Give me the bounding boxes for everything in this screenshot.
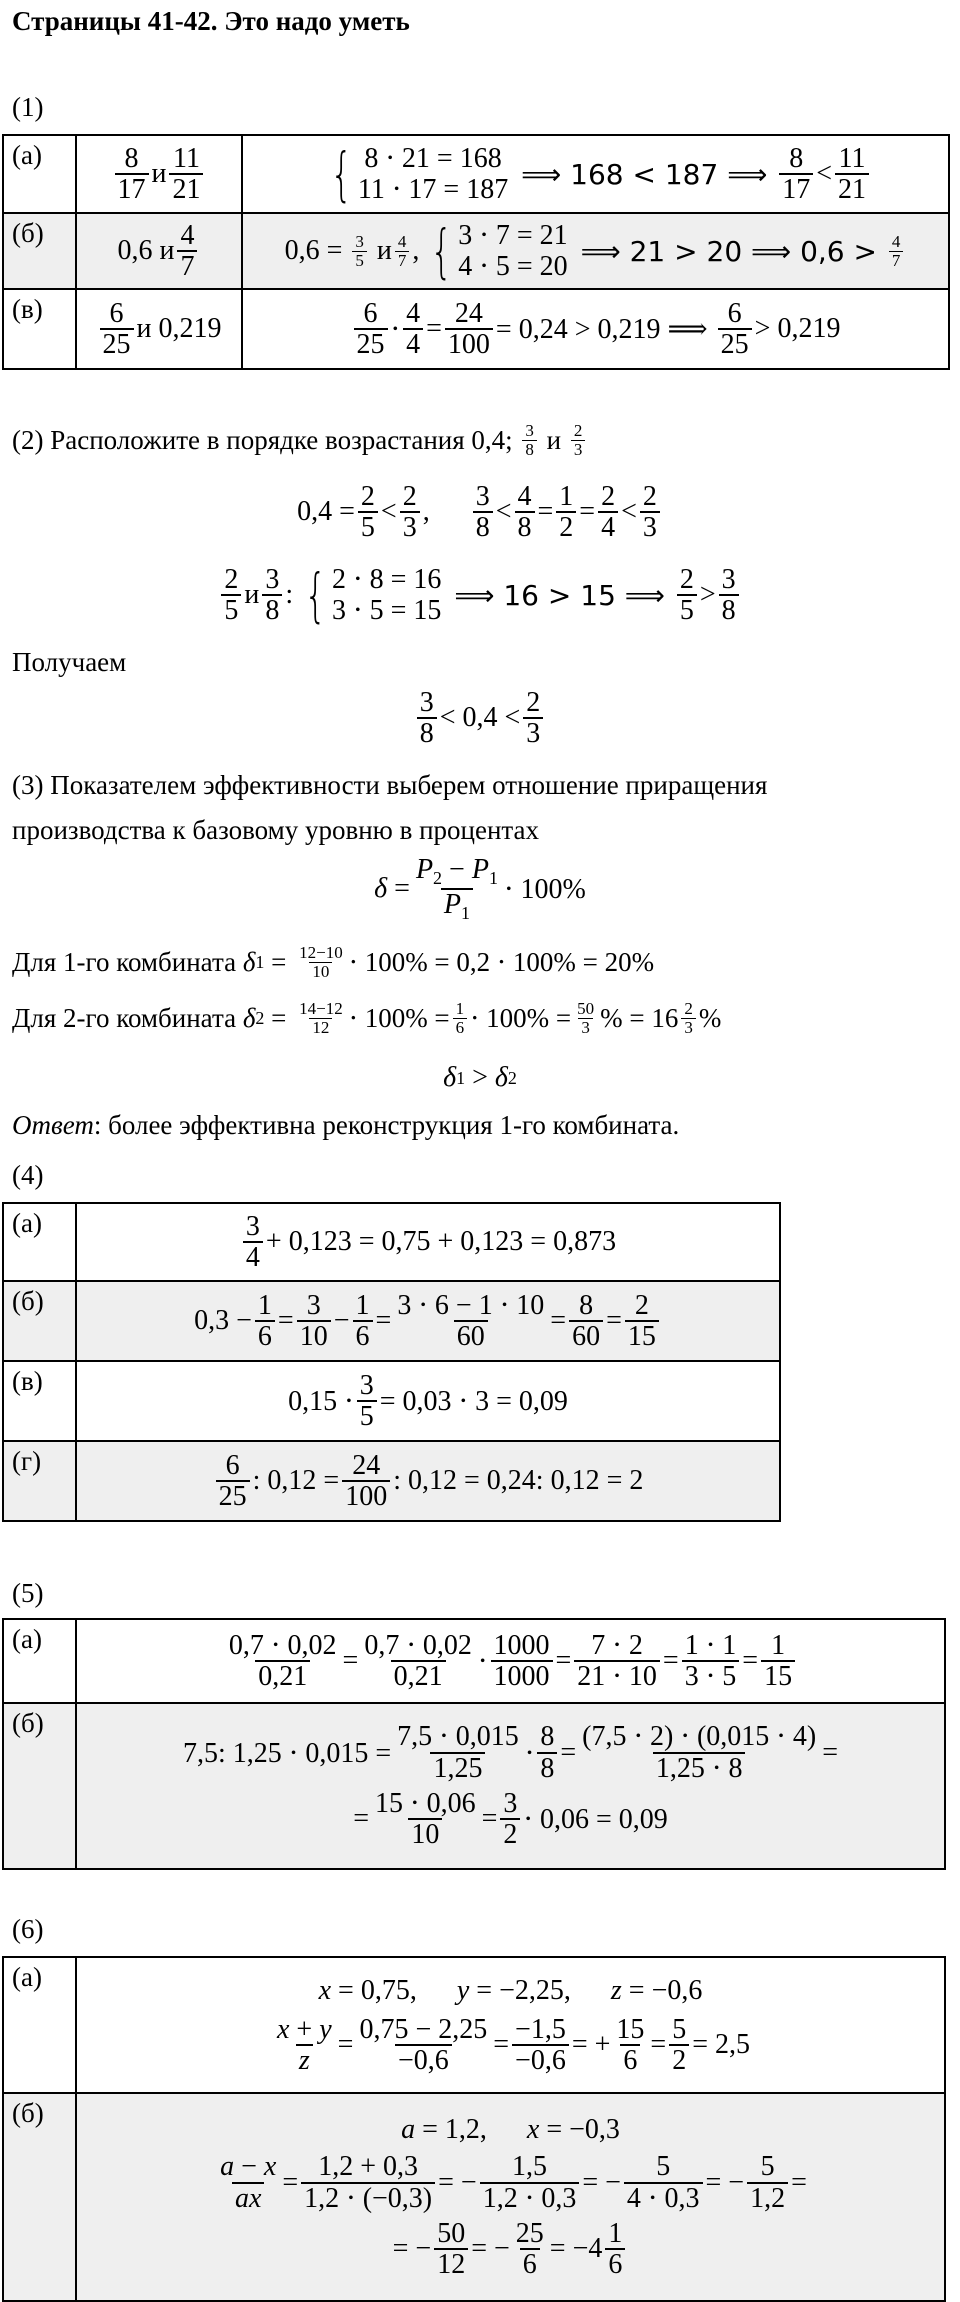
cell-5b: 7,5: 1,25 ⋅ 0,015 = $\frac{7,5 \cdot 0,015}{1,25}$ ⋅ $\frac{8}{8}$ = $\frac{(7,5 \cdot 2) \cdot (0,015 \cdot 4)}{1,25 \cdot 8}$ = = $\frac{15 \cdot 0,06}{10}$ = $\frac{3}{2}$ ⋅ 0,06 = 0,09 — [76, 1703, 945, 1869]
cell-1b-right: 0,6 = $\frac{3}{5}$ и $\frac{4}{7}$ , { 3 ⋅ 7 = 21 4 ⋅ 5 = 20 ⟹ 21 > 20 ⟹ 0,6 > $\frac{4}{7}$ — [242, 213, 949, 289]
table-row — [3, 289, 949, 369]
row-label-b: (б) — [3, 2093, 76, 2301]
table-1 — [2, 134, 950, 370]
table-row — [3, 2093, 945, 2301]
cell-4g: $\frac{6}{25}$ : 0,12 = $\frac{24}{100}$ : 0,12 = 0,24: 0,12 = 2 — [76, 1441, 780, 1521]
section-3-text-2: производства к базовому уровню в процентах — [12, 815, 540, 845]
table-row — [3, 1619, 945, 1703]
table-5 — [2, 1618, 946, 1870]
cell-1a-left: $\frac{8}{17}$ и $\frac{11}{21}$ — [76, 135, 242, 213]
table-row — [3, 1957, 945, 2093]
row-label-a: (а) — [3, 135, 76, 213]
table-row — [3, 1361, 780, 1441]
cell-1b-left: 0,6 и $\frac{4}{7}$ — [76, 213, 242, 289]
cell-5a: $\frac{0,7 \cdot 0,02}{0,21}$ = $\frac{0,7 \cdot 0,02}{0,21}$ ⋅ $\frac{1000}{1000}$ = $\frac{7 \cdot 2}{21 \cdot 10}$ = $\frac{1 \cdot 1}{3 \cdot 5}$ = $\frac{1}{15}$ — [76, 1619, 945, 1703]
cell-6b: a = 1,2, x = −0,3 $\frac{a - x}{ax}$ = $\frac{1,2 + 0,3}{1,2 \cdot (-0,3)}$ = − $\frac{1,5}{1,2 \cdot 0,3}$ = − $\frac{5}{4 \cdot 0,3}$ = − $\frac{5}{1,2}$ = = − $\frac{50}{12}$ = − $\frac{25}{6}$ = −4 $\frac{1}{6}$ — [76, 2093, 945, 2301]
row-label-g: (г) — [3, 1441, 76, 1521]
cell-1a-right: { 8 ⋅ 21 = 168 11 ⋅ 17 = 187 ⟹ 168 < 187 ⟹ $\frac{8}{17}$ < $\frac{11}{21}$ — [242, 135, 949, 213]
cell-6a: x = 0,75, y = −2,25, z = −0,6 $\frac{x + y}{z}$ = $\frac{0,75 - 2,25}{-0,6}$ = $\frac{-1,5}{-0,6}$ = + $\frac{15}{6}$ = $\frac{5}{2}$ = 2,5 — [76, 1957, 945, 2093]
section-5-label: (5) — [12, 1578, 44, 1608]
row-label-a: (а) — [3, 1957, 76, 2093]
result-label: Получаем — [12, 647, 127, 677]
table-row — [3, 1703, 945, 1869]
table-row — [3, 135, 949, 213]
section-2-result: $\frac{3}{8}$ < 0,4 < $\frac{2}{3}$ — [0, 688, 960, 749]
cell-1v-right: $\frac{6}{25}$ ⋅ $\frac{4}{4}$ = $\frac{24}{100}$ = 0,24 > 0,219 ⟹ $\frac{6}{25}$ > 0,219 — [242, 289, 949, 369]
row-label-a: (а) — [3, 1619, 76, 1703]
table-row — [3, 1281, 780, 1361]
page-title: Страницы 41-42. Это надо уметь — [12, 6, 410, 36]
row-label-b: (б) — [3, 1703, 76, 1869]
table-4 — [2, 1202, 781, 1522]
table-row — [3, 1441, 780, 1521]
efficiency-formula: δ = $\frac{P_2 - P_1}{P_1}$ ⋅ 100% — [374, 854, 586, 923]
row-label-a: (а) — [3, 1203, 76, 1281]
cell-4a: $\frac{3}{4}$ + 0,123 = 0,75 + 0,123 = 0,873 — [76, 1203, 780, 1281]
cell-1v-left: $\frac{6}{25}$ и 0,219 — [76, 289, 242, 369]
cell-4v: 0,15 ⋅ $\frac{3}{5}$ = 0,03 ⋅ 3 = 0,09 — [76, 1361, 780, 1441]
combine-2-line: Для 2-го комбината δ 2 = $\frac{14-12}{12}$ ⋅ 100% = $\frac{1}{6}$ ⋅ 100% = $\frac{50}{3}$ % = 16 $\frac{2}{3}$ % — [12, 999, 722, 1037]
section-2-line-1: 0,4 = $\frac{2}{5}$ < $\frac{2}{3}$ , $\frac{3}{8}$ < $\frac{4}{8}$ = $\frac{1}{2}$ = $\frac{2}{4}$ < $\frac{2}{3}$ — [0, 482, 960, 543]
section-2-heading: (2) Расположите в порядке возрастания 0,4; $\frac{3}{8}$ и $\frac{2}{3}$ — [12, 422, 588, 459]
combine-1-line: Для 1-го комбината δ 1 = $\frac{12-10}{10}$ ⋅ 100% = 0,2 ⋅ 100% = 20% — [12, 943, 655, 981]
section-1-label: (1) — [12, 92, 44, 122]
row-label-b: (б) — [3, 213, 76, 289]
answer-line: Ответ: более эффективна реконструкция 1-го комбината. — [12, 1110, 680, 1140]
section-4-label: (4) — [12, 1160, 44, 1190]
section-2-line-2: $\frac{2}{5}$ и $\frac{3}{8}$ : { 2 ⋅ 8 = 16 3 ⋅ 5 = 15 ⟹ 16 > 15 ⟹ $\frac{2}{5}$ > $\frac{3}{8}$ — [0, 564, 960, 627]
row-label-b: (б) — [3, 1281, 76, 1361]
cell-4b: 0,3 − $\frac{1}{6}$ = $\frac{3}{10}$ − $\frac{1}{6}$ = $\frac{3 \cdot 6 - 1 \cdot 10}{60}$ = $\frac{8}{60}$ = $\frac{2}{15}$ — [76, 1281, 780, 1361]
section-3-text-1: (3) Показателем эффективности выберем отношение приращения — [12, 770, 768, 800]
section-6-label: (6) — [12, 1914, 44, 1944]
table-row — [3, 1203, 780, 1281]
table-row — [3, 213, 949, 289]
table-6 — [2, 1956, 946, 2302]
row-label-v: (в) — [3, 289, 76, 369]
delta-comparison: δ 1 > δ 2 — [443, 1062, 517, 1093]
row-label-v: (в) — [3, 1361, 76, 1441]
